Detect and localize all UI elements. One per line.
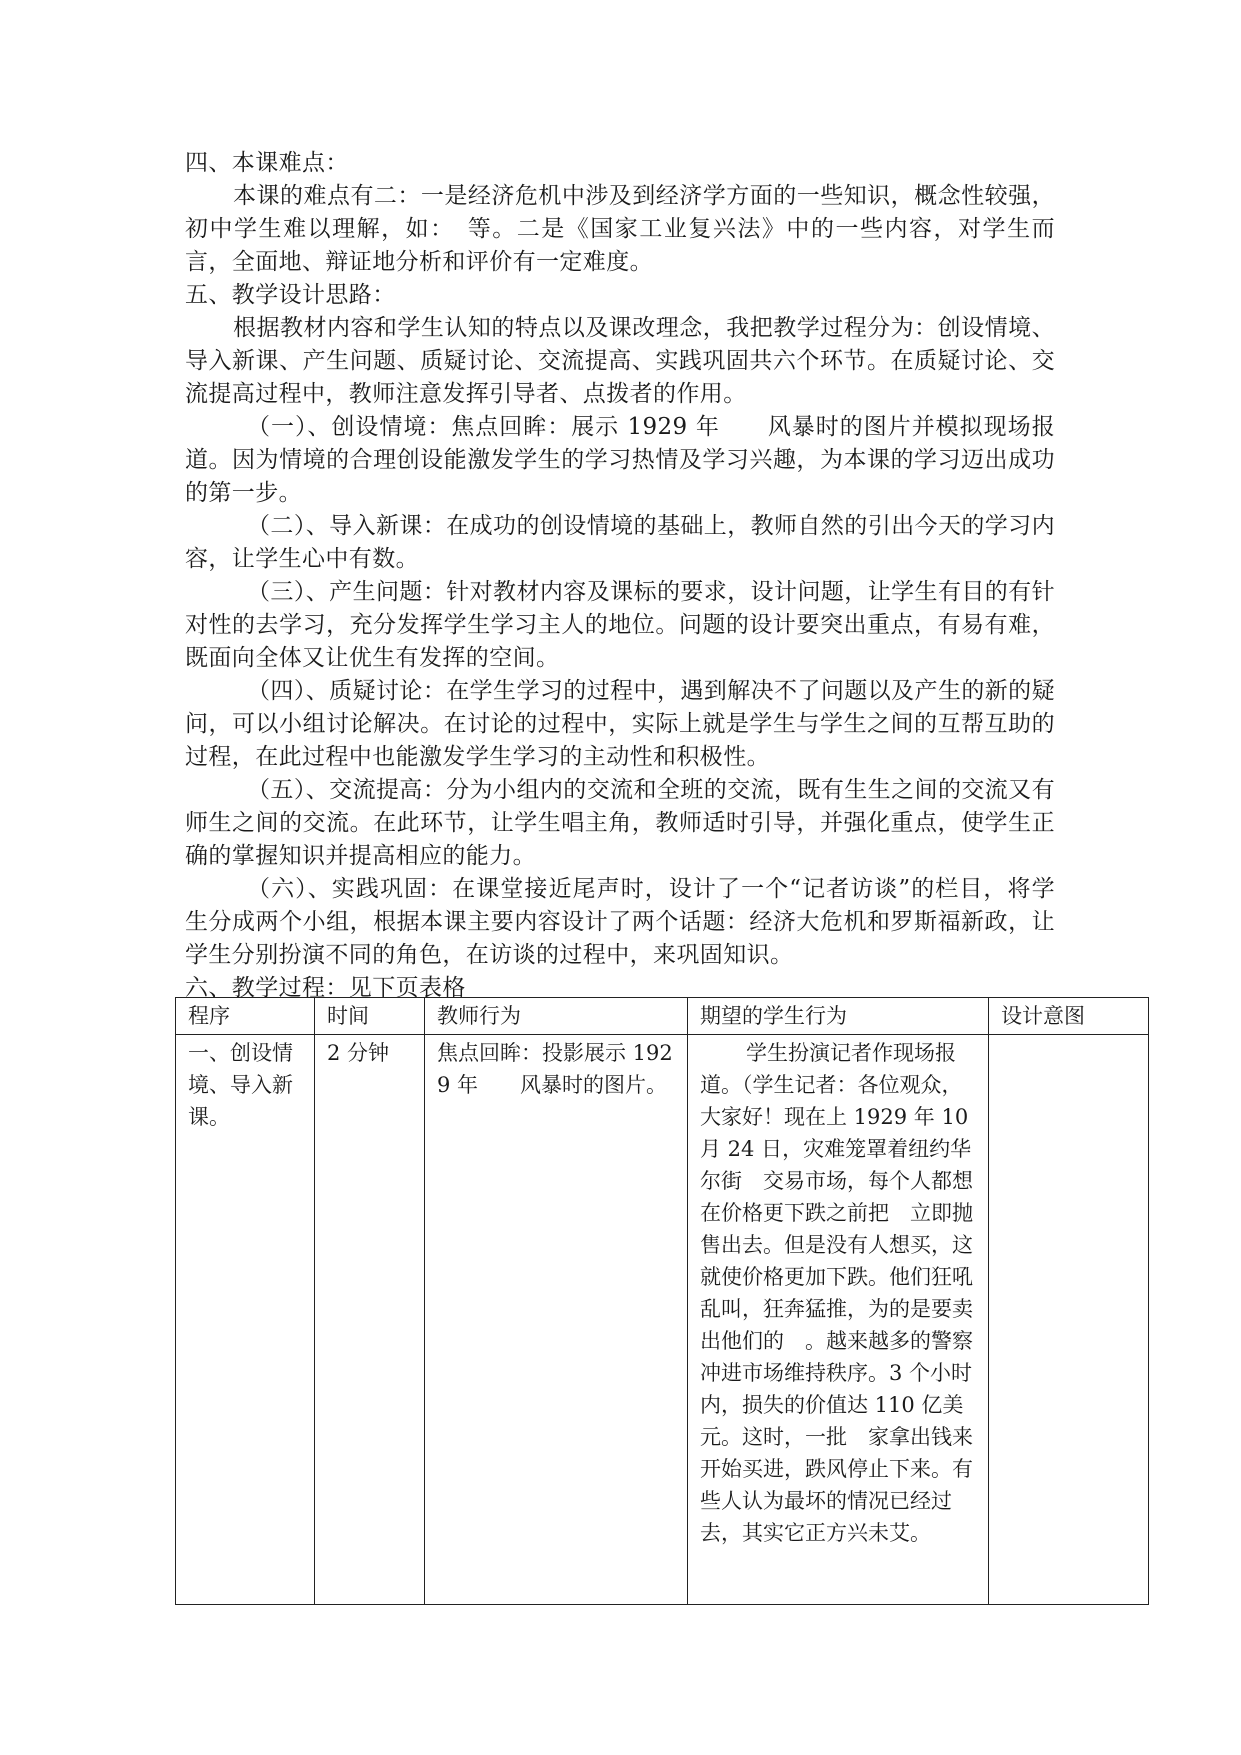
header-design-intent: 设计意图 xyxy=(989,998,1149,1035)
design-heading: 五、教学设计思路： xyxy=(185,282,396,308)
teaching-process-table-wrap xyxy=(175,997,1085,1605)
difficulty-paragraph: 本课的难点有二：一是经济危机中涉及到经济学方面的一些知识，概念性较强，初中学生难以理解，如： 等。二是《国家工业复兴法》中的一些内容，对学生而言，全面地、辩证地分析和评价有一定难度。 xyxy=(185,183,1055,275)
header-time: 时间 xyxy=(315,998,425,1035)
difficulty-heading: 四、本课难点： xyxy=(185,150,349,176)
cell-design-intent xyxy=(989,1035,1149,1605)
design-paragraph: 根据教材内容和学生认知的特点以及课改理念，我把教学过程分为：创设情境、导入新课、产生问题、质疑讨论、交流提高、实践巩固共六个环节。在质疑讨论、交流提高过程中，教师注意发挥引导者、点拨者的作用。 xyxy=(185,315,1055,407)
process-heading: 六、教学过程：见下页表格 xyxy=(185,975,466,1001)
step-1-paragraph: （一）、创设情境：焦点回眸：展示 1929 年 风暴时的图片并模拟现场报道。因为情境的合理创设能激发学生的学习热情及学习兴趣，为本课的学习迈出成功的第一步。 xyxy=(185,414,1055,506)
cell-teacher-behavior: 焦点回眸：投影展示 1929 年 风暴时的图片。 xyxy=(425,1035,688,1605)
step-2-paragraph: （二）、导入新课：在成功的创设情境的基础上，教师自然的引出今天的学习内容，让学生心中有数。 xyxy=(185,513,1055,572)
lesson-plan-text xyxy=(185,147,1055,1005)
table-header-row xyxy=(176,998,1149,1035)
step-3-paragraph: （三）、产生问题：针对教材内容及课标的要求，设计问题，让学生有目的有针对性的去学习，充分发挥学生学习主人的地位。问题的设计要突出重点，有易有难，既面向全体又让优生有发挥的空间。 xyxy=(185,579,1055,671)
step-5-paragraph: （五）、交流提高：分为小组内的交流和全班的交流，既有生生之间的交流又有师生之间的交流。在此环节，让学生唱主角，教师适时引导，并强化重点，使学生正确的掌握知识并提高相应的能力。 xyxy=(185,777,1055,869)
cell-student-behavior: 学生扮演记者作现场报道。（学生记者：各位观众，大家好！现在上 1929 年 10 月 24 日，灾难笼罩着纽约华尔街 交易市场，每个人都想在价格更下跌之前把 立即抛售出去。但是没有人想买，这就使价格更加下跌。他们狂吼乱叫，狂奔猛推，为的是要卖出他们的 。越来越多的警察冲进市场维持秩序。3 个小时内，损失的价值达 110 亿美元。这时，一批 家拿出钱来开始买进，跌风停止下来。有些人认为最坏的情况已经过去，其实它正方兴未艾。 xyxy=(688,1035,989,1605)
step-4-paragraph: （四）、质疑讨论：在学生学习的过程中，遇到解决不了问题以及产生的新的疑问，可以小组讨论解决。在讨论的过程中，实际上就是学生与学生之间的互帮互助的过程，在此过程中也能激发学生学习的主动性和积极性。 xyxy=(185,678,1055,770)
step-6-paragraph: （六）、实践巩固：在课堂接近尾声时，设计了一个“记者访谈”的栏目，将学生分成两个小组，根据本课主要内容设计了两个话题：经济大危机和罗斯福新政，让学生分别扮演不同的角色，在访谈的过程中，来巩固知识。 xyxy=(185,876,1055,968)
table-row xyxy=(176,1035,1149,1605)
header-student-behavior: 期望的学生行为 xyxy=(688,998,989,1035)
header-program: 程序 xyxy=(176,998,315,1035)
teaching-process-table xyxy=(175,997,1149,1605)
header-teacher-behavior: 教师行为 xyxy=(425,998,688,1035)
cell-program: 一、创设情境、导入新课。 xyxy=(176,1035,315,1605)
cell-time: 2 分钟 xyxy=(315,1035,425,1605)
